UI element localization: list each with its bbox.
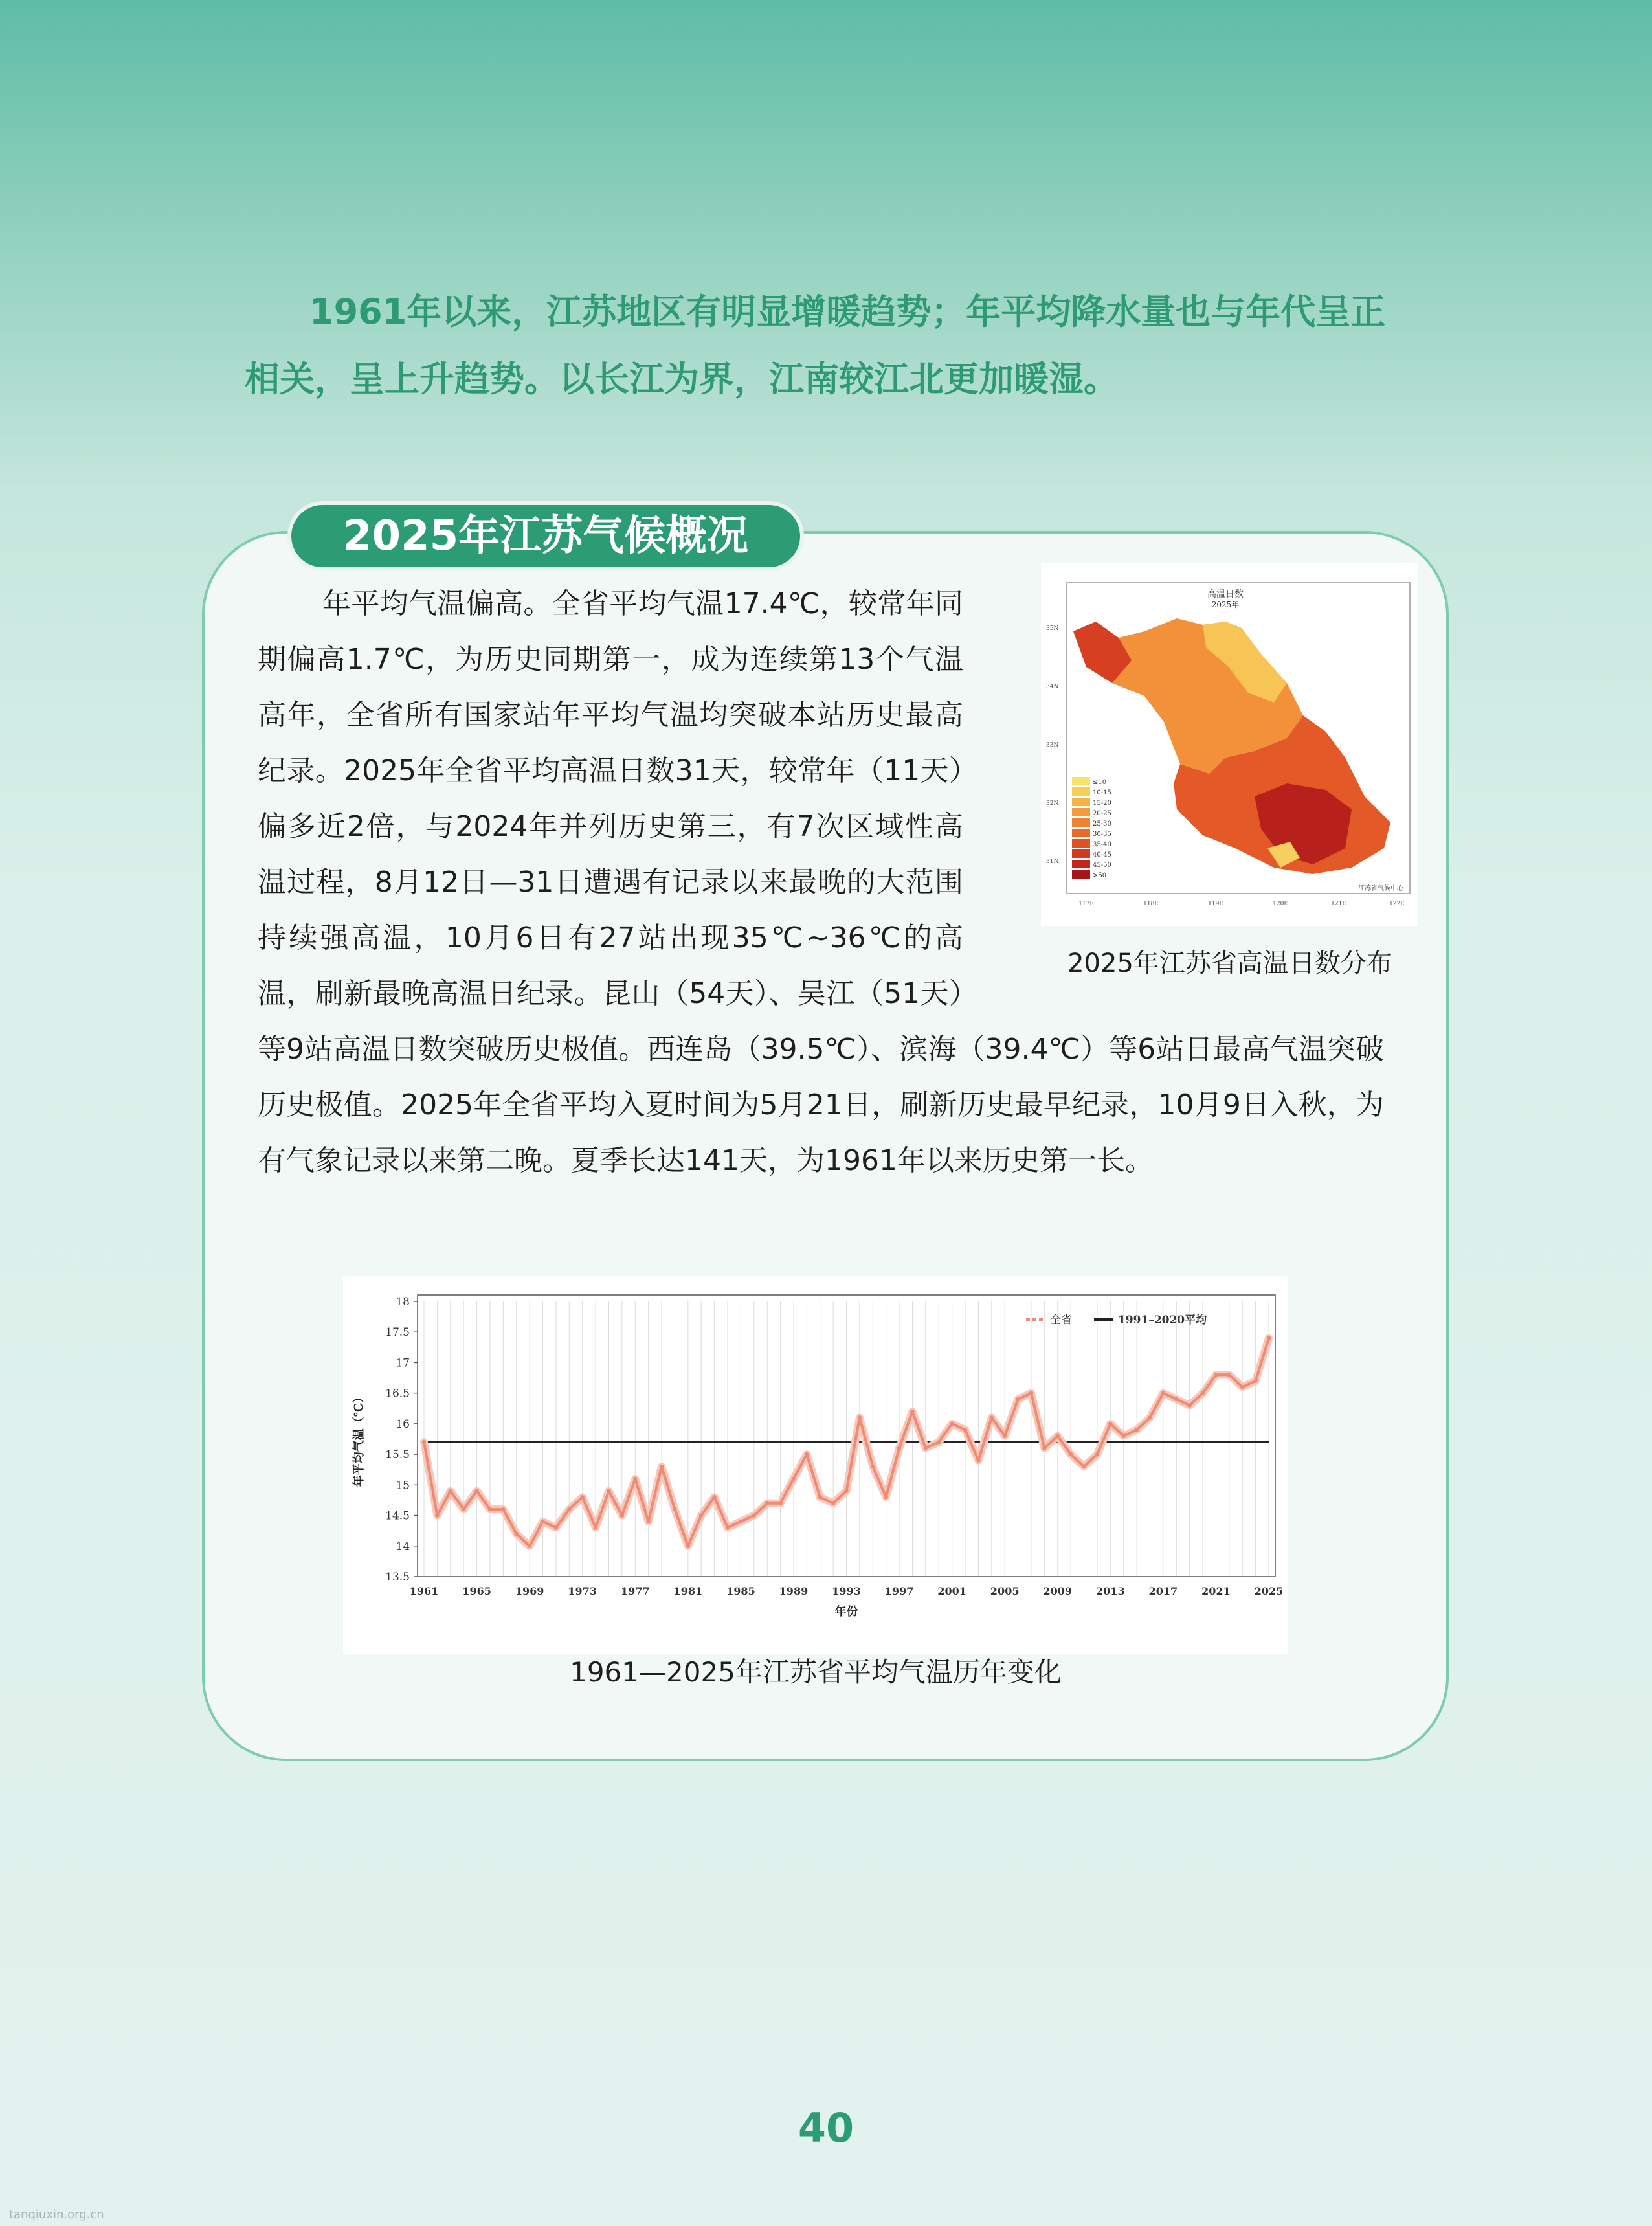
x-tick-label: 2001 xyxy=(937,1585,966,1597)
data-point xyxy=(646,1520,650,1523)
data-point xyxy=(897,1446,901,1450)
map-legend-swatch xyxy=(1072,849,1090,858)
data-point xyxy=(858,1415,862,1419)
data-point xyxy=(1056,1434,1060,1438)
data-point xyxy=(792,1477,796,1481)
x-tick-label: 2021 xyxy=(1201,1585,1231,1597)
body-text: 年平均气温偏高。全省平均气温17.4℃，较常年同期偏高1.7℃，为历史同期第一，成为连续第13个气温高年，全省所有国家站年平均气温均突破本站历史最高纪录。2025年全省平均高温日数31天，较常年（11天）偏多近2倍，与2024年并列历史第三，有7次区域性高温过程，8月12日—31日遭遇有记录以来最晚的大范围持续强高温，10月6日有27站出现35℃~36℃的高温，刷新最晚高温日纪录。昆山（54天）、吴江（51天）等9站高温日数突破历史极值。西连岛（39.5℃）、滨海（39.4℃）等6站日最高气温突破历史极值。2025年全省平均入夏时间为5月21日，刷新历史最早纪录，10月9日入秋，为有气象记录以来第二晚。夏季长达141天，为1961年以来历史第一长。 xyxy=(258,587,1384,1177)
map-legend-label: 30-35 xyxy=(1093,831,1111,838)
data-point xyxy=(844,1489,848,1493)
data-point xyxy=(805,1452,809,1456)
data-point xyxy=(990,1415,994,1419)
data-point xyxy=(594,1525,597,1529)
data-point xyxy=(726,1525,730,1529)
temperature-chart xyxy=(343,1276,1288,1654)
map-legend-label: 10-15 xyxy=(1093,789,1111,796)
data-point xyxy=(910,1410,914,1413)
map-credit: 江苏省气候中心 xyxy=(1358,885,1403,892)
data-point xyxy=(884,1495,887,1499)
x-tick-label: 1965 xyxy=(462,1585,491,1597)
data-point xyxy=(976,1458,980,1462)
map-legend-swatch xyxy=(1072,860,1090,868)
data-point xyxy=(1108,1422,1112,1426)
y-tick-label: 14 xyxy=(396,1540,410,1553)
y-tick-label: 16.5 xyxy=(385,1387,410,1400)
x-tick-label: 1973 xyxy=(568,1585,597,1597)
data-point xyxy=(739,1520,742,1523)
x-tick-label: 1993 xyxy=(832,1585,861,1597)
data-point xyxy=(633,1477,637,1481)
data-point xyxy=(1240,1385,1244,1389)
chart-caption: 1961—2025年江苏省平均气温历年变化 xyxy=(570,1656,1062,1688)
data-point xyxy=(620,1513,624,1517)
data-point xyxy=(1161,1391,1165,1395)
map-legend-swatch xyxy=(1072,798,1090,806)
lat-labels xyxy=(1046,625,1058,865)
data-point xyxy=(501,1507,505,1511)
data-point xyxy=(1016,1397,1020,1401)
data-point xyxy=(1029,1391,1033,1395)
data-point xyxy=(488,1507,492,1511)
data-point xyxy=(435,1513,439,1517)
data-point xyxy=(1122,1434,1126,1438)
lat-label: 35N xyxy=(1046,625,1059,632)
map-legend xyxy=(1072,777,1111,879)
chart-svg xyxy=(343,1276,1288,1654)
data-point xyxy=(924,1446,928,1450)
x-tick-label: 2025 xyxy=(1254,1585,1284,1597)
data-point xyxy=(871,1465,875,1468)
x-axis-label: 年份 xyxy=(834,1605,858,1619)
map-subtitle: 2025年 xyxy=(1211,600,1240,609)
map-legend-swatch xyxy=(1072,808,1090,816)
map-legend-label: 25-30 xyxy=(1093,820,1111,827)
data-point xyxy=(950,1422,954,1426)
x-tick-label: 1977 xyxy=(620,1585,650,1597)
data-point xyxy=(818,1495,822,1499)
data-point xyxy=(1214,1373,1218,1377)
map-legend-swatch xyxy=(1072,839,1090,848)
data-point xyxy=(937,1440,941,1444)
chart-legend xyxy=(1026,1313,1207,1327)
lon-label: 121E xyxy=(1331,901,1346,907)
data-point xyxy=(1253,1379,1257,1383)
map-legend-swatch xyxy=(1072,787,1090,796)
data-point xyxy=(1095,1452,1099,1456)
y-tick-label: 16 xyxy=(396,1417,410,1431)
data-point xyxy=(1267,1336,1271,1340)
map-legend-label: 40-45 xyxy=(1093,851,1111,859)
x-tick-label: 1981 xyxy=(673,1585,703,1597)
map-legend-swatch xyxy=(1072,829,1090,837)
y-tick-label: 18 xyxy=(396,1296,410,1309)
x-tick-label: 1961 xyxy=(409,1585,439,1597)
data-point xyxy=(607,1489,610,1493)
y-tick-label: 13.5 xyxy=(385,1571,410,1584)
data-point xyxy=(1187,1403,1191,1407)
data-point xyxy=(541,1520,544,1523)
y-tick-label: 15.5 xyxy=(385,1448,410,1462)
heat-days-map xyxy=(1041,563,1418,926)
x-tick-label: 1969 xyxy=(515,1585,544,1597)
map-title: 高温日数 xyxy=(1207,589,1244,600)
data-point xyxy=(1003,1434,1007,1438)
map-caption: 2025年江苏省高温日数分布 xyxy=(1067,949,1392,978)
map-legend-label: ≤10 xyxy=(1093,779,1107,786)
y-tick-label: 14.5 xyxy=(385,1509,410,1523)
lat-label: 34N xyxy=(1046,684,1059,690)
map-legend-label: 15-20 xyxy=(1093,800,1111,807)
data-point xyxy=(765,1501,769,1505)
data-point xyxy=(1148,1415,1152,1419)
lat-label: 32N xyxy=(1046,800,1059,807)
map-legend-label: >50 xyxy=(1093,872,1107,879)
x-tick-label: 2009 xyxy=(1043,1585,1073,1597)
data-point xyxy=(673,1507,676,1511)
data-point xyxy=(752,1513,756,1517)
data-point xyxy=(580,1495,584,1499)
y-tick-label: 17 xyxy=(396,1356,410,1370)
data-point xyxy=(1174,1397,1178,1401)
map-legend-swatch xyxy=(1072,777,1090,785)
data-point xyxy=(515,1532,519,1536)
section-title: 2025年江苏气候概况 xyxy=(291,505,800,567)
data-point xyxy=(778,1501,782,1505)
data-point xyxy=(1201,1391,1205,1395)
map-legend-label: 35-40 xyxy=(1093,841,1111,848)
lat-label: 33N xyxy=(1046,742,1059,748)
lon-label: 117E xyxy=(1078,901,1094,907)
map-legend-label: 45-50 xyxy=(1093,862,1111,869)
data-point xyxy=(1135,1428,1139,1432)
data-point xyxy=(1042,1446,1046,1450)
lon-label: 120E xyxy=(1273,901,1288,907)
y-axis-label: 年平均气温（℃） xyxy=(352,1391,366,1487)
data-point xyxy=(462,1507,465,1511)
map-legend-label: 20-25 xyxy=(1093,810,1111,817)
chart-axes xyxy=(352,1295,1283,1619)
data-point xyxy=(474,1489,478,1493)
data-point xyxy=(963,1428,967,1432)
data-point xyxy=(1069,1452,1073,1456)
data-point xyxy=(449,1489,452,1493)
data-point xyxy=(831,1501,835,1505)
lon-label: 119E xyxy=(1208,901,1223,907)
lat-label: 31N xyxy=(1046,859,1059,865)
intro-paragraph: 1961年以来，江苏地区有明显增暖趋势；年平均降水量也与年代呈正相关，呈上升趋势。以长江为界，江南较江北更加暖湿。 xyxy=(245,291,1386,399)
chart-grid xyxy=(424,1301,1269,1577)
x-tick-label: 1989 xyxy=(779,1585,809,1597)
y-tick-label: 15 xyxy=(396,1479,410,1492)
data-point xyxy=(422,1440,426,1444)
map-legend-swatch xyxy=(1072,818,1090,827)
x-tick-label: 1985 xyxy=(726,1585,755,1597)
data-point xyxy=(1227,1373,1231,1377)
data-point xyxy=(712,1495,716,1499)
page-number: 40 xyxy=(798,2104,854,2152)
data-point xyxy=(660,1465,664,1468)
map-legend-swatch xyxy=(1072,870,1090,879)
legend-label-baseline: 1991–2020平均 xyxy=(1118,1314,1207,1327)
data-point xyxy=(686,1544,690,1548)
watermark: tanqiuxin.org.cn xyxy=(9,2208,104,2221)
x-tick-label: 2005 xyxy=(990,1585,1020,1597)
data-point xyxy=(1082,1465,1086,1468)
y-tick-label: 17.5 xyxy=(385,1326,410,1340)
map-svg xyxy=(1041,563,1418,926)
lon-label: 122E xyxy=(1389,901,1405,907)
data-point xyxy=(567,1507,571,1511)
data-point xyxy=(554,1525,558,1529)
x-tick-label: 2013 xyxy=(1096,1585,1125,1597)
lon-label: 118E xyxy=(1143,901,1159,907)
lon-labels xyxy=(1078,901,1405,907)
data-point xyxy=(699,1513,703,1517)
x-tick-label: 2017 xyxy=(1148,1585,1178,1597)
legend-label-series: 全省 xyxy=(1050,1314,1072,1327)
data-point xyxy=(528,1544,531,1548)
x-tick-label: 1997 xyxy=(884,1585,914,1597)
